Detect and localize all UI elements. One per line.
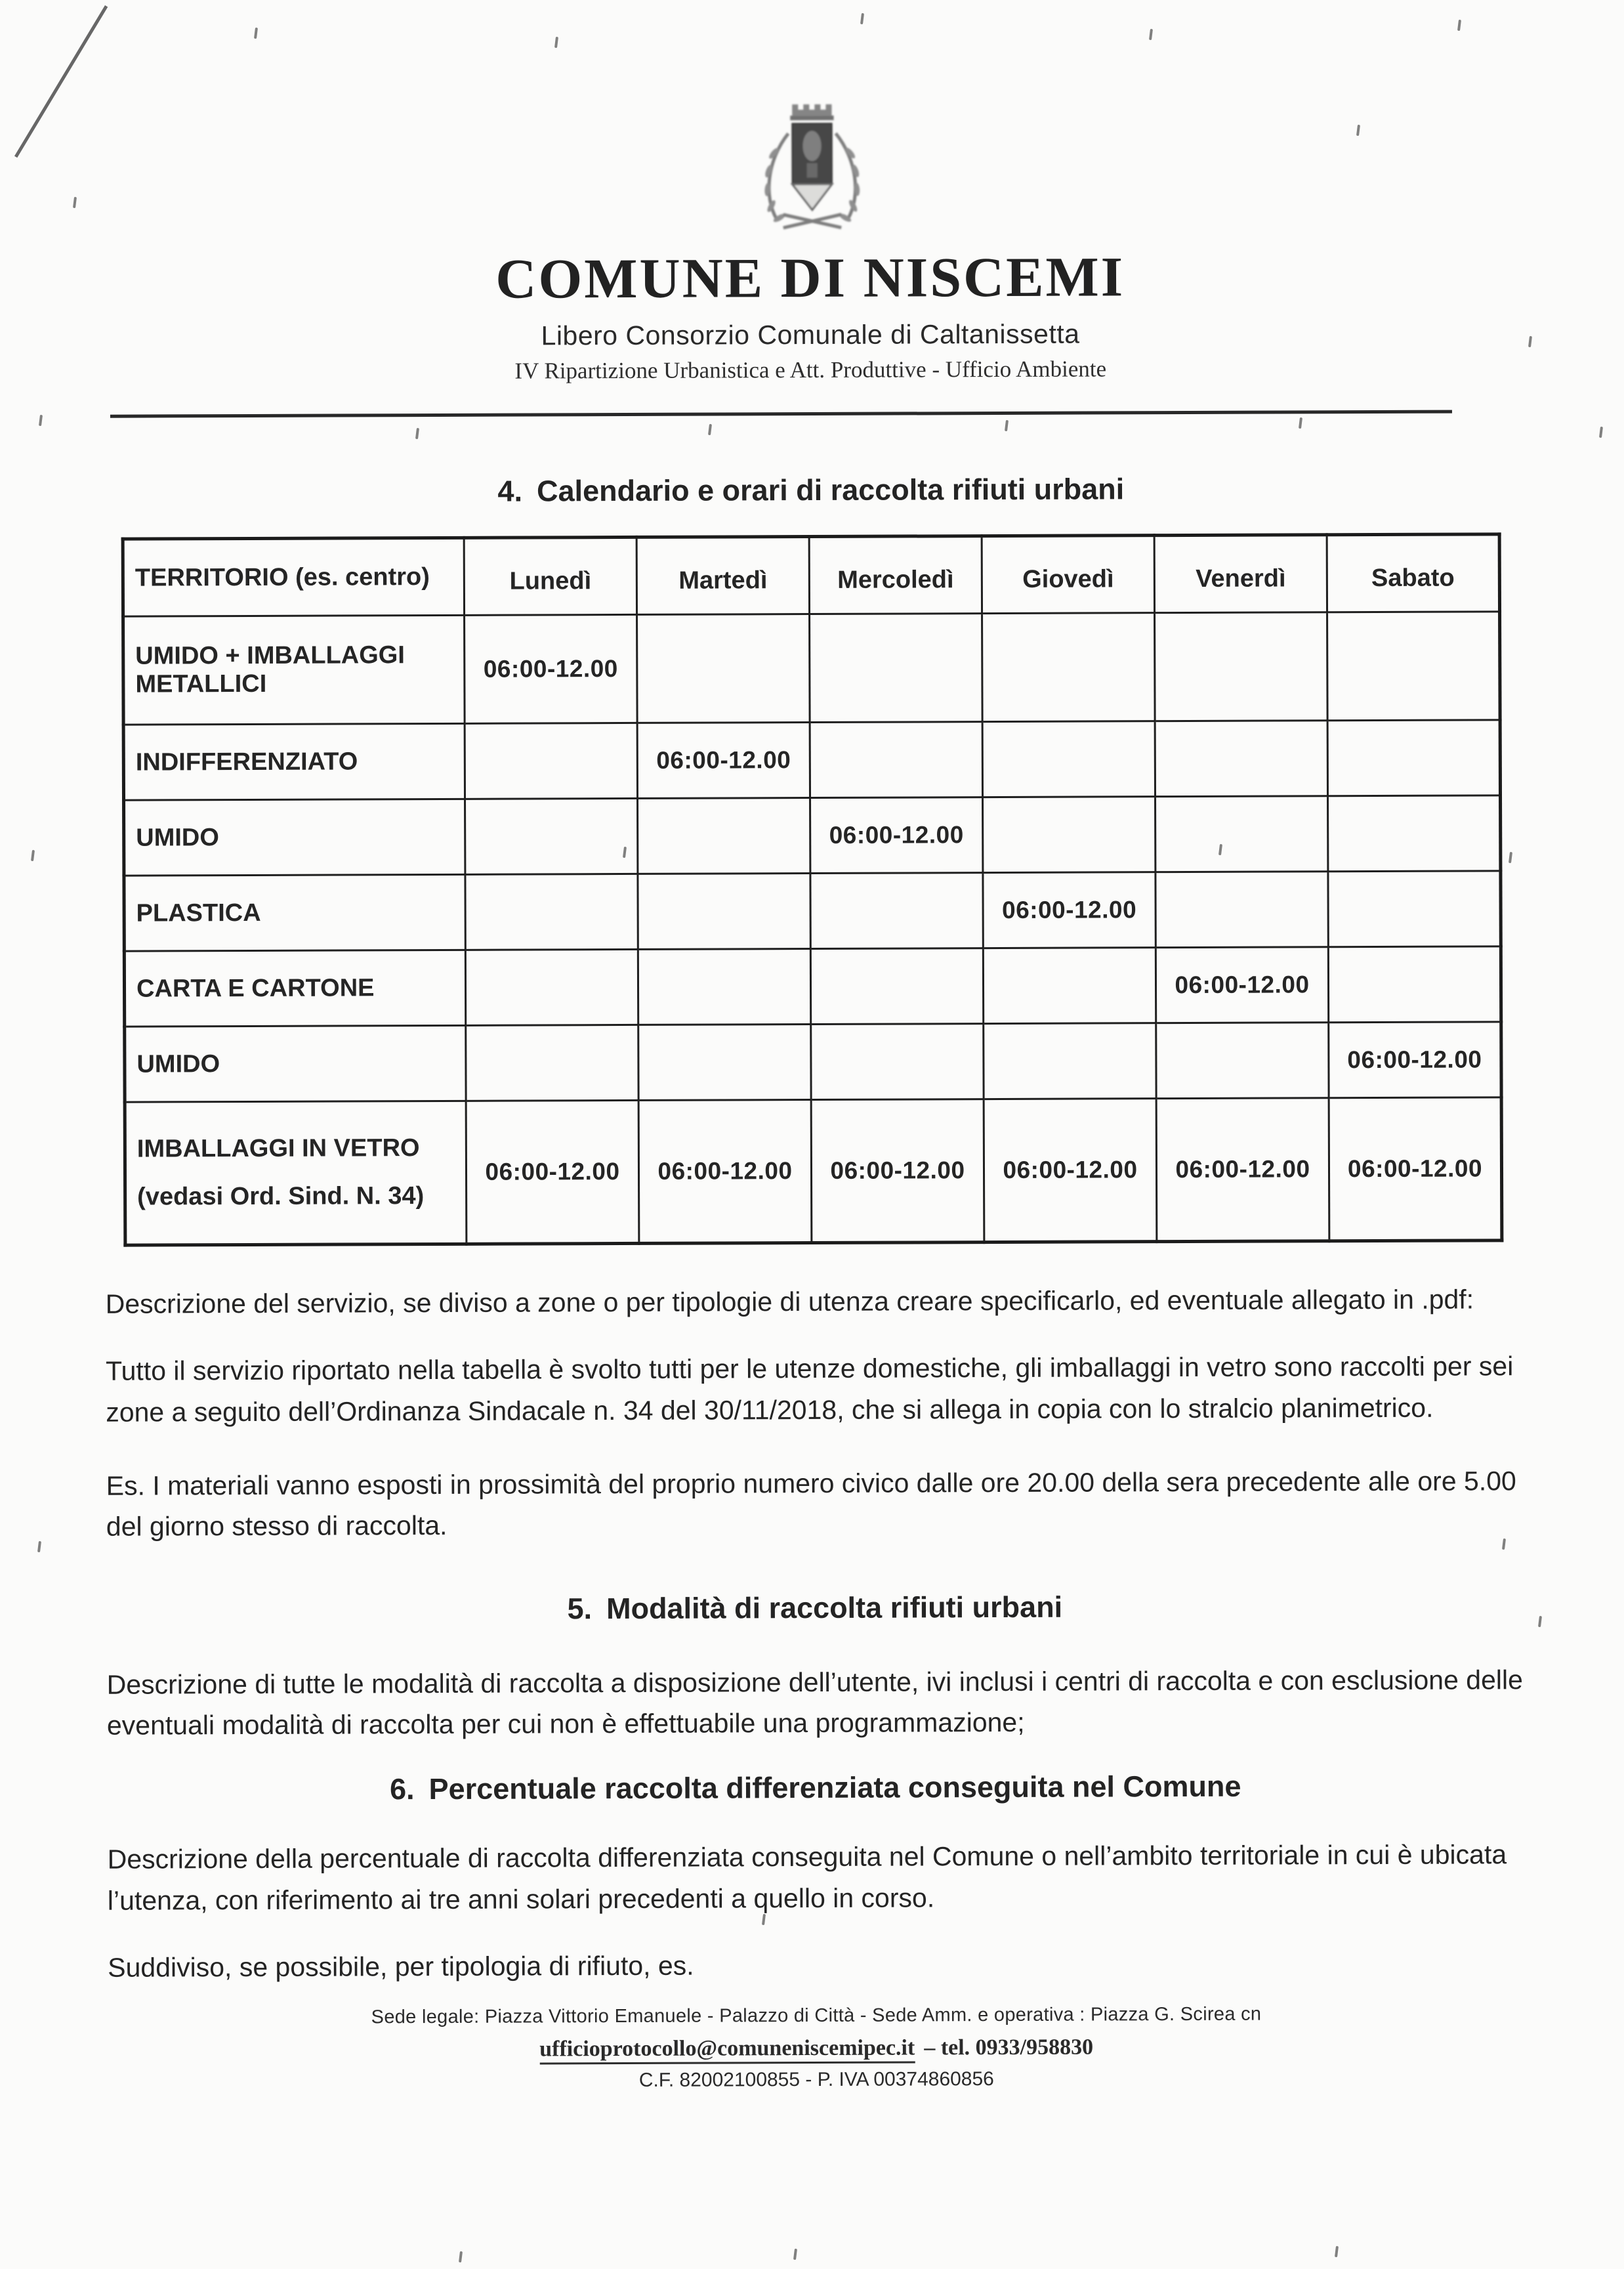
section-5-title: Modalità di raccolta rifiuti urbani [606, 1590, 1063, 1625]
time-cell [1155, 612, 1328, 721]
time-cell: 06:00-12.00 [1329, 1022, 1501, 1098]
col-header-lunedi: Lunedì [464, 537, 636, 615]
section-4-title: Calendario e orari di raccolta rifiuti urbani [536, 472, 1125, 508]
row-label-cell [125, 1101, 467, 1245]
col-header-sabato: Sabato [1327, 534, 1499, 612]
section-4-heading [0, 471, 1623, 511]
email-address: ufficioprotocollo@comuneniscemipec.it [539, 2036, 915, 2065]
row-label-cell: UMIDO + IMBALLAGGI METALLICI [123, 615, 465, 725]
section-5-number: 5. [567, 1591, 593, 1625]
col-header-venerdi: Venerdì [1154, 535, 1327, 613]
scan-mark [793, 2249, 797, 2260]
time-cell [1328, 795, 1501, 872]
document-body [2, 1279, 1624, 1548]
time-cell: 06:00-12.00 [984, 1099, 1157, 1242]
time-cell: 06:00-12.00 [1329, 1097, 1502, 1241]
time-cell [465, 874, 638, 950]
time-cell: 06:00-12.00 [465, 614, 638, 723]
time-cell: 06:00-12.00 [983, 872, 1156, 948]
time-cell [1156, 796, 1328, 872]
row-imballaggi-in-vetro [125, 1097, 1502, 1245]
row-label-cell: UMIDO [125, 1025, 466, 1102]
document-header [0, 0, 1623, 386]
time-cell [1327, 612, 1501, 721]
section-6-body [4, 1834, 1624, 1989]
time-cell: 06:00-12.00 [638, 1100, 812, 1244]
section-6-number: 6. [389, 1772, 415, 1806]
time-cell [638, 798, 810, 874]
row-umido-imballaggi-metallici [123, 612, 1501, 725]
time-cell [465, 949, 638, 1025]
paragraph-modalita-raccolta: Descrizione di tutte le modalità di raccolta a disposizione dell’utente, ivi inclusi i centri di raccolta e con esclusione delle eventuali modalità di raccolta per cui non è effettuabile una programmazione; [106, 1664, 1523, 1741]
time-cell [811, 1024, 984, 1100]
row-umido-sabato [125, 1022, 1501, 1102]
paragraph-percentuale-differenziata: Descrizione della percentuale di raccolta differenziata conseguita nel Comune o nell’ambito territoriale in cui è ubicata l’utenza, con riferimento ai tre anni solari precedenti a quello in corso. [107, 1839, 1507, 1916]
footer-contact-line [5, 2033, 1624, 2064]
footer-fiscal-line: C.F. 82002100855 - P. IVA 00374860856 [638, 2068, 994, 2092]
paragraph-descrizione-servizio: Descrizione del servizio, se diviso a zone o per tipologie di utenza creare specificarlo, ed eventuale allegato in .pdf: [105, 1284, 1474, 1319]
section-5-heading [3, 1588, 1624, 1628]
scan-mark [459, 2251, 463, 2262]
time-cell [810, 722, 982, 798]
time-cell [465, 723, 637, 799]
time-cell [810, 873, 983, 949]
row-plastica [124, 871, 1501, 951]
col-header-mercoledi: Mercoledì [809, 536, 982, 614]
col-header-giovedi: Giovedì [982, 536, 1154, 614]
table-header-row [123, 534, 1499, 616]
row-label-cell: CARTA E CARTONE [124, 950, 465, 1027]
document-footer [4, 2003, 1624, 2094]
header-department-line: IV Ripartizione Urbanistica e Att. Produttive - Ufficio Ambiente [514, 356, 1107, 384]
section-6-heading [3, 1768, 1624, 1808]
time-cell [1328, 946, 1501, 1023]
row-umido-mercoledi [124, 795, 1501, 876]
row-label-cell: UMIDO [124, 799, 465, 876]
time-cell: 06:00-12.00 [811, 1099, 984, 1243]
time-cell [638, 949, 810, 1025]
scan-mark [1335, 2246, 1339, 2257]
row-carta-e-cartone [124, 946, 1501, 1027]
time-cell [983, 948, 1156, 1024]
time-cell [810, 948, 983, 1025]
time-cell [810, 614, 983, 723]
time-cell [1328, 871, 1501, 947]
time-cell [466, 1025, 638, 1101]
row-label-main: IMBALLAGGI IN VETRO [136, 1134, 420, 1163]
paragraph-esposizione-materiali: Es. I materiali vanno esposti in prossimità del proprio numero civico dalle ore 20.00 della sera precedente alle ore 5.00 del giorno stesso di raccolta. [106, 1466, 1516, 1542]
coat-of-arms-icon [752, 97, 868, 233]
collection-schedule-table [121, 532, 1504, 1246]
header-divider [110, 410, 1452, 418]
section-6-title: Percentuale raccolta differenziata conseguita nel Comune [428, 1769, 1241, 1806]
footer-address-line: Sede legale: Piazza Vittorio Emanuele - Palazzo di Città - Sede Amm. e operativa : Piazza G. Scirea cn [371, 2003, 1262, 2028]
time-cell [982, 721, 1155, 797]
time-cell [984, 1023, 1156, 1099]
row-label-cell: PLASTICA [124, 874, 465, 951]
section-4-number: 4. [497, 474, 523, 508]
time-cell [1156, 1023, 1329, 1099]
section-5-body [3, 1659, 1624, 1746]
time-cell [1155, 721, 1327, 797]
col-header-martedi: Martedì [636, 537, 809, 615]
time-cell [637, 614, 810, 723]
header-subtitle: Libero Consorzio Comunale di Caltanissetta [541, 318, 1080, 351]
paragraph-servizio-tabella: Tutto il servizio riportato nella tabella è svolto tutti per le utenze domestiche, gli imballaggi in vetro sono raccolti per sei zone a seguito dell’Ordinanza Sindacale n. 34 del 30/11/2018, che si allega in copia con lo stralcio planimetrico. [105, 1351, 1514, 1428]
time-cell [638, 874, 810, 950]
time-cell [638, 1025, 811, 1101]
time-cell: 06:00-12.00 [810, 797, 983, 874]
time-cell: 06:00-12.00 [1156, 947, 1328, 1023]
time-cell [983, 797, 1156, 873]
time-cell [465, 798, 638, 874]
time-cell: 06:00-12.00 [466, 1100, 639, 1244]
time-cell: 06:00-12.00 [1156, 1098, 1329, 1242]
col-header-territorio: TERRITORIO (es. centro) [123, 538, 464, 616]
row-label-cell: INDIFFERENZIATO [123, 723, 465, 800]
paragraph-suddivisione-tipologia: Suddiviso, se possibile, per tipologia di rifiuto, es. [108, 1950, 694, 1983]
time-cell [1156, 872, 1328, 948]
time-cell [1327, 720, 1500, 796]
time-cell [982, 613, 1156, 722]
municipality-title: COMUNE DI NISCEMI [495, 245, 1125, 310]
phone-number: – tel. 0933/958830 [924, 2035, 1094, 2060]
row-label-note: (vedasi Ord. Sind. N. 34) [137, 1182, 425, 1211]
time-cell: 06:00-12.00 [637, 723, 810, 799]
row-indifferenziato [123, 720, 1500, 800]
